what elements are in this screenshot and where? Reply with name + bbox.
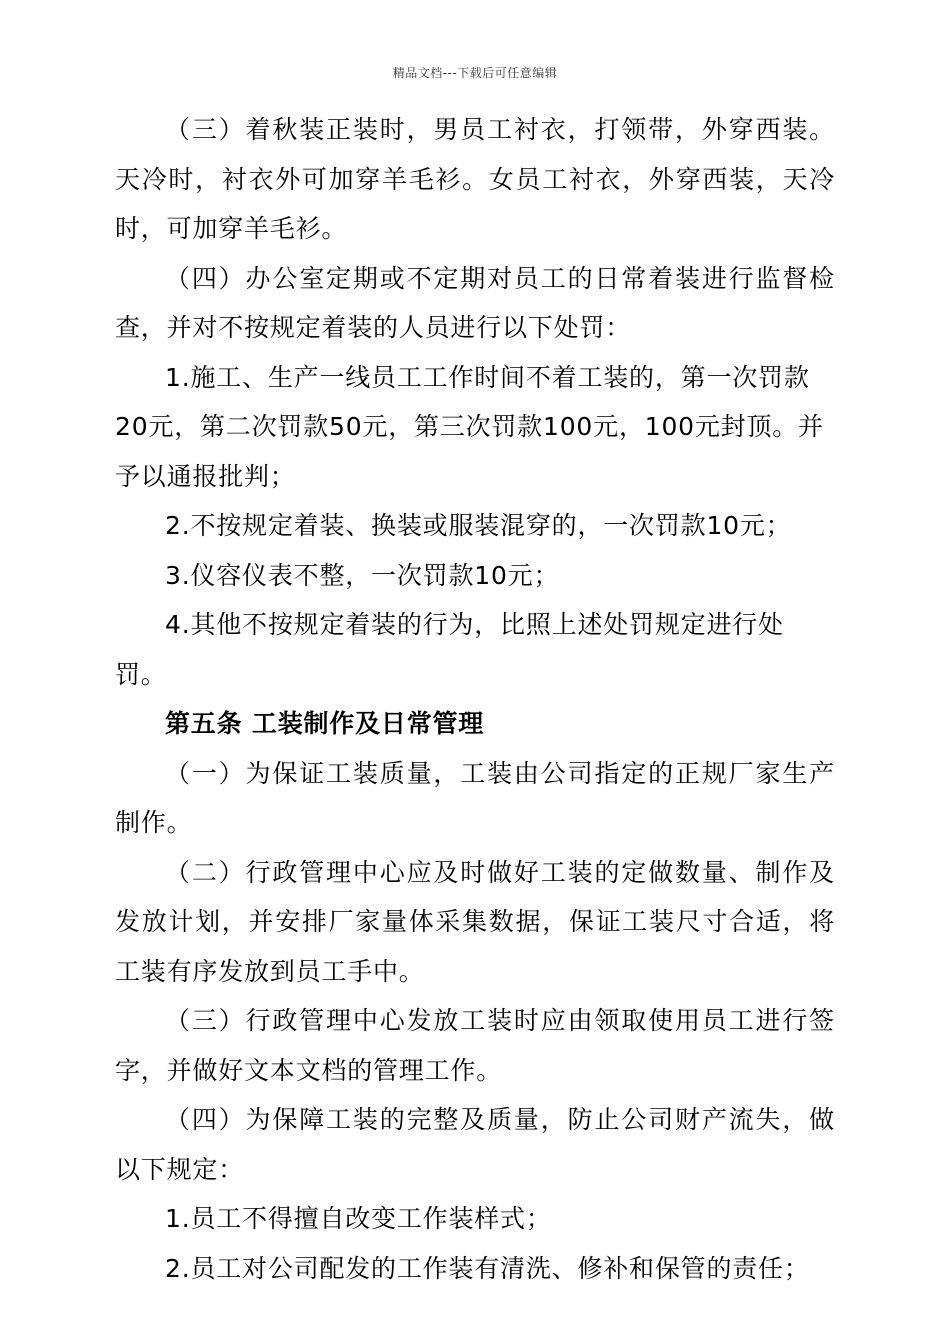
section-paragraph-4: （四）为保障工装的完整及质量，防止公司财产流失，做以下规定： <box>115 1105 835 1184</box>
page-header: 精品文档---下载后可任意编辑 <box>392 66 558 80</box>
penalty-item-3: 3.仪容仪表不整，一次罚款10元； <box>165 560 560 590</box>
penalty-item-2: 2.不按规定着装、换装或服装混穿的，一次罚款10元； <box>165 511 792 540</box>
rule-item-1: 1.员工不得擅自改变工作装样式； <box>165 1204 552 1233</box>
section-paragraph-2: （二）行政管理中心应及时做好工装的定做数量、制作及发放计划，并安排厂家量体采集数据，保证工装尺寸合适，将工装有序发放到员工手中。 <box>115 857 835 986</box>
section-paragraph-3: （三）行政管理中心发放工装时应由领取使用员工进行签字，并做好文本文档的管理工作。 <box>115 1006 835 1085</box>
document-body <box>115 105 835 1293</box>
paragraph-inspection: （四）办公室定期或不定期对员工的日常着装进行监督检查，并对不按规定着装的人员进行以下处罚： <box>115 263 835 342</box>
section-heading: 第五条 工装制作及日常管理 <box>165 709 485 738</box>
paragraph-autumn-uniform: （三）着秋装正装时，男员工衬衣，打领带，外穿西装。天冷时，衬衣外可加穿羊毛衫。女员工衬衣，外穿西装，天冷时，可加穿羊毛衫。 <box>115 115 835 243</box>
rule-item-2: 2.员工对公司配发的工作装有清洗、修补和保管的责任； <box>165 1253 810 1283</box>
section-paragraph-1: （一）为保证工装质量，工装由公司指定的正规厂家生产制作。 <box>115 758 835 837</box>
penalty-item-1: 1.施工、生产一线员工工作时间不着工装的，第一次罚款20元，第二次罚款50元，第三次罚款100元，100元封顶。并予以通报批判； <box>115 362 824 491</box>
penalty-item-4: 4.其他不按规定着装的行为，比照上述处罚规定进行处罚。 <box>115 610 784 689</box>
